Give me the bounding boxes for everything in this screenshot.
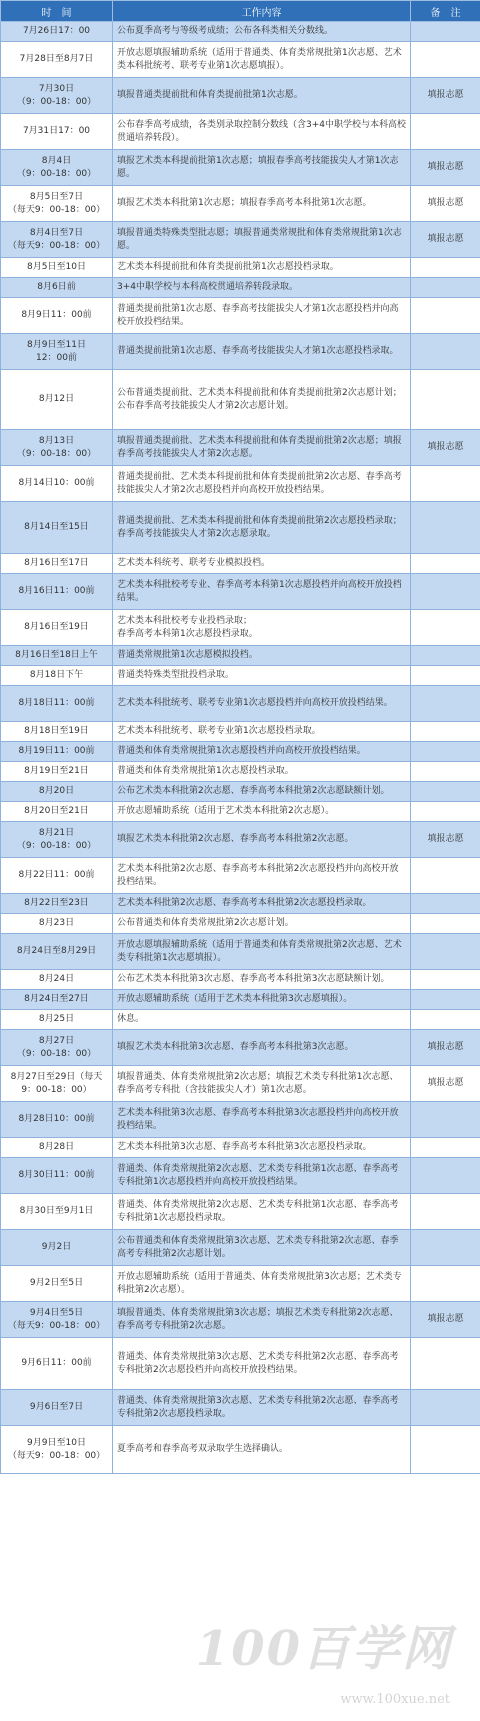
table-row	[1, 646, 480, 666]
cell-content: 公布艺术类本科批第3次志愿、春季高考本科批第3次志愿缺额计划。	[113, 970, 411, 990]
cell-content: 休息。	[113, 1010, 411, 1030]
cell-note	[411, 1194, 480, 1230]
cell-note	[411, 858, 480, 894]
cell-note	[411, 686, 480, 722]
cell-note	[411, 990, 480, 1010]
table-row	[1, 78, 480, 114]
cell-note	[411, 1338, 480, 1390]
table-row	[1, 1426, 480, 1474]
cell-content: 填报艺术类本科提前批第1次志愿；填报春季高考技能拔尖人才第1次志愿。	[113, 150, 411, 186]
cell-time: 8月4日 （9：00-18：00）	[1, 150, 113, 186]
table-row	[1, 1194, 480, 1230]
cell-content: 普通类提前批、艺术类本科提前批和体育类提前批第2次志愿投档录取； 春季高考技能拔尖人才第2次志愿录取。	[113, 502, 411, 554]
table-row	[1, 1010, 480, 1030]
table-row	[1, 334, 480, 370]
table-row	[1, 610, 480, 646]
table-row	[1, 822, 480, 858]
table-row	[1, 502, 480, 554]
cell-time: 8月18日至19日	[1, 722, 113, 742]
table-body	[1, 22, 480, 1474]
cell-content: 填报普通类提前批和体育类提前批第1次志愿。	[113, 78, 411, 114]
cell-time: 8月28日	[1, 1138, 113, 1158]
cell-note	[411, 502, 480, 554]
table-row	[1, 762, 480, 782]
cell-time: 8月23日	[1, 914, 113, 934]
cell-time: 8月30日11：00前	[1, 1158, 113, 1194]
cell-note	[411, 1158, 480, 1194]
table-row	[1, 990, 480, 1010]
table-row	[1, 370, 480, 430]
cell-content: 开放志愿辅助系统（适用于普通类、体育类常规批第3次志愿；艺术类专科批第2次志愿）。	[113, 1266, 411, 1302]
header-time: 时 间	[1, 1, 113, 22]
cell-time: 8月13日 （9：00-18：00）	[1, 430, 113, 466]
cell-note	[411, 1230, 480, 1266]
table-row	[1, 466, 480, 502]
cell-note	[411, 934, 480, 970]
table-row	[1, 1302, 480, 1338]
cell-time: 8月5日至10日	[1, 258, 113, 278]
cell-note: 填报志愿	[411, 222, 480, 258]
cell-content: 3+4中职学校与本科高校贯通培养转段录取。	[113, 278, 411, 298]
cell-time: 9月6日至7日	[1, 1390, 113, 1426]
table-row	[1, 150, 480, 186]
cell-content: 普通类和体育类常规批第1次志愿投档并向高校开放投档结果。	[113, 742, 411, 762]
cell-content: 艺术类本科批第3次志愿、春季高考本科批第3次志愿投档录取。	[113, 1138, 411, 1158]
cell-note	[411, 1102, 480, 1138]
cell-time: 8月16日11：00前	[1, 574, 113, 610]
cell-content: 普通类提前批第1次志愿、春季高考技能拔尖人才第1次志愿投档并向高校开放投档结果。	[113, 298, 411, 334]
table-row	[1, 42, 480, 78]
cell-time: 8月12日	[1, 370, 113, 430]
cell-note	[411, 574, 480, 610]
table-row	[1, 574, 480, 610]
cell-content: 普通类、体育类常规批第2次志愿、艺术类专科批第1次志愿、春季高考专科批第1次志愿投档录取。	[113, 1194, 411, 1230]
cell-content: 夏季高考和春季高考双录取学生选择确认。	[113, 1426, 411, 1474]
cell-note	[411, 802, 480, 822]
table-row	[1, 1066, 480, 1102]
cell-content: 公布普通类和体育类常规批第3次志愿、艺术类专科批第2次志愿、春季高考专科批第2次志愿计划。	[113, 1230, 411, 1266]
cell-note	[411, 762, 480, 782]
table-row	[1, 554, 480, 574]
cell-time: 8月6日前	[1, 278, 113, 298]
table-row	[1, 894, 480, 914]
cell-note	[411, 298, 480, 334]
table-row	[1, 686, 480, 722]
cell-content: 填报普通类、体育类常规批第2次志愿；填报艺术类专科批第1次志愿、春季高考专科批（含技能拔尖人才）第1次志愿。	[113, 1066, 411, 1102]
cell-time: 9月4日至5日 （每天9：00-18：00）	[1, 1302, 113, 1338]
cell-note	[411, 554, 480, 574]
table-row	[1, 114, 480, 150]
cell-time: 8月18日下午	[1, 666, 113, 686]
cell-note	[411, 466, 480, 502]
cell-note: 填报志愿	[411, 430, 480, 466]
table-row	[1, 1030, 480, 1066]
cell-content: 艺术类本科统考、联考专业模拟投档。	[113, 554, 411, 574]
cell-time: 8月28日10：00前	[1, 1102, 113, 1138]
cell-time: 8月27日至29日（每天 9：00-18：00）	[1, 1066, 113, 1102]
table-row	[1, 858, 480, 894]
cell-time: 8月16日至17日	[1, 554, 113, 574]
cell-content: 填报艺术类本科批第3次志愿、春季高考本科批第3次志愿。	[113, 1030, 411, 1066]
cell-note	[411, 610, 480, 646]
cell-note: 填报志愿	[411, 1066, 480, 1102]
cell-content: 公布夏季高考与等级考成绩；公布各科类相关分数线。	[113, 22, 411, 42]
table-row	[1, 1266, 480, 1302]
cell-note	[411, 114, 480, 150]
cell-note: 填报志愿	[411, 186, 480, 222]
cell-content: 开放志愿辅助系统（适用于艺术类本科批第3次志愿填报）。	[113, 990, 411, 1010]
table-row	[1, 742, 480, 762]
table-row	[1, 1102, 480, 1138]
table-row	[1, 22, 480, 42]
table-row	[1, 722, 480, 742]
cell-time: 8月14日10：00前	[1, 466, 113, 502]
cell-time: 7月30日 （9：00-18：00）	[1, 78, 113, 114]
cell-time: 8月24日至8月29日	[1, 934, 113, 970]
cell-time: 8月14日至15日	[1, 502, 113, 554]
cell-note	[411, 42, 480, 78]
cell-content: 普通类、体育类常规批第3次志愿、艺术类专科批第2次志愿、春季高考专科批第2次志愿投档录取。	[113, 1390, 411, 1426]
cell-content: 普通类、体育类常规批第2次志愿、艺术类专科批第1次志愿、春季高考专科批第1次志愿投档并向高校开放投档结果。	[113, 1158, 411, 1194]
cell-note	[411, 666, 480, 686]
cell-note	[411, 914, 480, 934]
cell-time: 8月30日至9月1日	[1, 1194, 113, 1230]
cell-note	[411, 894, 480, 914]
cell-time: 8月9日至11日 12：00前	[1, 334, 113, 370]
cell-content: 公布艺术类本科批第2次志愿、春季高考本科批第2次志愿缺额计划。	[113, 782, 411, 802]
cell-time: 8月22日11：00前	[1, 858, 113, 894]
cell-content: 公布普通类提前批、艺术类本科提前批和体育类提前批第2次志愿计划； 公布春季高考技能拔尖人才第2次志愿计划。	[113, 370, 411, 430]
cell-note	[411, 22, 480, 42]
cell-content: 普通类常规批第1次志愿模拟投档。	[113, 646, 411, 666]
cell-content: 开放志愿填报辅助系统（适用于普通类、体育类常规批第1次志愿、艺术类本科批统考、联考专业第1次志愿填报）。	[113, 42, 411, 78]
cell-content: 艺术类本科批统考、联考专业第1次志愿投档并向高校开放投档结果。	[113, 686, 411, 722]
cell-note	[411, 1426, 480, 1474]
cell-note	[411, 258, 480, 278]
cell-note	[411, 1266, 480, 1302]
table-row	[1, 278, 480, 298]
cell-time: 8月21日 （9：00-18：00）	[1, 822, 113, 858]
cell-time: 7月31日17：00	[1, 114, 113, 150]
cell-time: 8月19日11：00前	[1, 742, 113, 762]
cell-note	[411, 1390, 480, 1426]
cell-note: 填报志愿	[411, 150, 480, 186]
cell-note	[411, 970, 480, 990]
cell-note: 填报志愿	[411, 1302, 480, 1338]
table-row	[1, 258, 480, 278]
table-row	[1, 430, 480, 466]
cell-content: 艺术类本科提前批和体育类提前批第1次志愿投档录取。	[113, 258, 411, 278]
cell-time: 8月9日11：00前	[1, 298, 113, 334]
table-row	[1, 222, 480, 258]
cell-note	[411, 1138, 480, 1158]
cell-content: 普通类特殊类型批投档录取。	[113, 666, 411, 686]
cell-content: 填报普通类提前批、艺术类本科提前批和体育类提前批第2次志愿；填报春季高考技能拔尖人才第2次志愿。	[113, 430, 411, 466]
cell-time: 8月22日至23日	[1, 894, 113, 914]
cell-time: 7月28日至8月7日	[1, 42, 113, 78]
header-note: 备 注	[411, 1, 480, 22]
table-row	[1, 914, 480, 934]
cell-time: 8月20日	[1, 782, 113, 802]
table-row	[1, 1390, 480, 1426]
cell-note	[411, 722, 480, 742]
cell-content: 开放志愿填报辅助系统（适用于普通类和体育类常规批第2次志愿、艺术类专科批第1次志愿填报）。	[113, 934, 411, 970]
table-row	[1, 782, 480, 802]
cell-time: 9月2日至5日	[1, 1266, 113, 1302]
cell-content: 艺术类本科批第3次志愿、春季高考本科批第3次志愿投档并向高校开放投档结果。	[113, 1102, 411, 1138]
table-row	[1, 1230, 480, 1266]
cell-time: 8月20日至21日	[1, 802, 113, 822]
cell-content: 公布普通类和体育类常规批第2次志愿计划。	[113, 914, 411, 934]
table-row	[1, 298, 480, 334]
cell-content: 普通类提前批第1次志愿、春季高考技能拔尖人才第1次志愿投档录取。	[113, 334, 411, 370]
cell-content: 艺术类本科批校考专业、春季高考本科第1次志愿投档并向高校开放投档结果。	[113, 574, 411, 610]
table-row	[1, 802, 480, 822]
cell-time: 8月25日	[1, 1010, 113, 1030]
cell-time: 8月19日至21日	[1, 762, 113, 782]
cell-time: 7月26日17：00	[1, 22, 113, 42]
table-row	[1, 666, 480, 686]
table-row	[1, 186, 480, 222]
cell-note: 填报志愿	[411, 822, 480, 858]
watermark-logo: 100百学网	[195, 1621, 452, 1677]
cell-content: 填报艺术类本科批第2次志愿、春季高考本科批第2次志愿。	[113, 822, 411, 858]
cell-content: 普通类、体育类常规批第3次志愿、艺术类专科批第2次志愿、春季高考专科批第2次志愿投档并向高校开放投档结果。	[113, 1338, 411, 1390]
cell-content: 普通类提前批、艺术类本科提前批和体育类提前批第2次志愿、春季高考技能拔尖人才第2次志愿投档并向高校开放投档结果。	[113, 466, 411, 502]
cell-content: 艺术类本科批第2次志愿、春季高考本科批第2次志愿投档录取。	[113, 894, 411, 914]
cell-time: 9月2日	[1, 1230, 113, 1266]
cell-time: 8月24日至27日	[1, 990, 113, 1010]
cell-time: 9月6日11：00前	[1, 1338, 113, 1390]
cell-time: 8月16日至18日上午	[1, 646, 113, 666]
table-row	[1, 1338, 480, 1390]
table-row	[1, 934, 480, 970]
table-row	[1, 1158, 480, 1194]
cell-content: 开放志愿辅助系统（适用于艺术类本科批第2次志愿）。	[113, 802, 411, 822]
cell-time: 8月27日 （9：00-18：00）	[1, 1030, 113, 1066]
cell-content: 普通类和体育类常规批第1次志愿投档录取。	[113, 762, 411, 782]
cell-content: 艺术类本科批第2次志愿、春季高考本科批第2次志愿投档并向高校开放投档结果。	[113, 858, 411, 894]
table-header-row	[1, 1, 480, 22]
cell-content: 艺术类本科批统考、联考专业第1次志愿投档录取。	[113, 722, 411, 742]
cell-content: 艺术类本科批校考专业投档录取； 春季高考本科第1次志愿投档录取。	[113, 610, 411, 646]
cell-note	[411, 1010, 480, 1030]
table-row	[1, 1138, 480, 1158]
cell-time: 8月16日至19日	[1, 610, 113, 646]
cell-note	[411, 782, 480, 802]
cell-content: 填报普通类特殊类型批志愿；填报普通类常规批和体育类常规批第1次志愿。	[113, 222, 411, 258]
cell-content: 填报普通类、体育类常规批第3次志愿；填报艺术类专科批第2次志愿、春季高考专科批第2次志愿。	[113, 1302, 411, 1338]
cell-time: 8月4日至7日 （每天9：00-18：00）	[1, 222, 113, 258]
cell-time: 8月5日至7日 （每天9：00-18：00）	[1, 186, 113, 222]
cell-note: 填报志愿	[411, 1030, 480, 1066]
cell-note	[411, 334, 480, 370]
cell-note: 填报志愿	[411, 78, 480, 114]
cell-note	[411, 742, 480, 762]
cell-content: 填报艺术类本科批第1次志愿；填报春季高考本科批第1次志愿。	[113, 186, 411, 222]
cell-time: 8月18日11：00前	[1, 686, 113, 722]
cell-time: 8月24日	[1, 970, 113, 990]
cell-time: 9月9日至10日 （每天9：00-18：00）	[1, 1426, 113, 1474]
table-row	[1, 970, 480, 990]
cell-note	[411, 278, 480, 298]
watermark-url: www.100xue.net	[340, 1692, 450, 1707]
cell-content: 公布春季高考成绩，各类别录取控制分数线（含3+4中职学校与本科高校贯通培养转段）。	[113, 114, 411, 150]
cell-note	[411, 370, 480, 430]
cell-note	[411, 646, 480, 666]
header-content: 工作内容	[113, 1, 411, 22]
